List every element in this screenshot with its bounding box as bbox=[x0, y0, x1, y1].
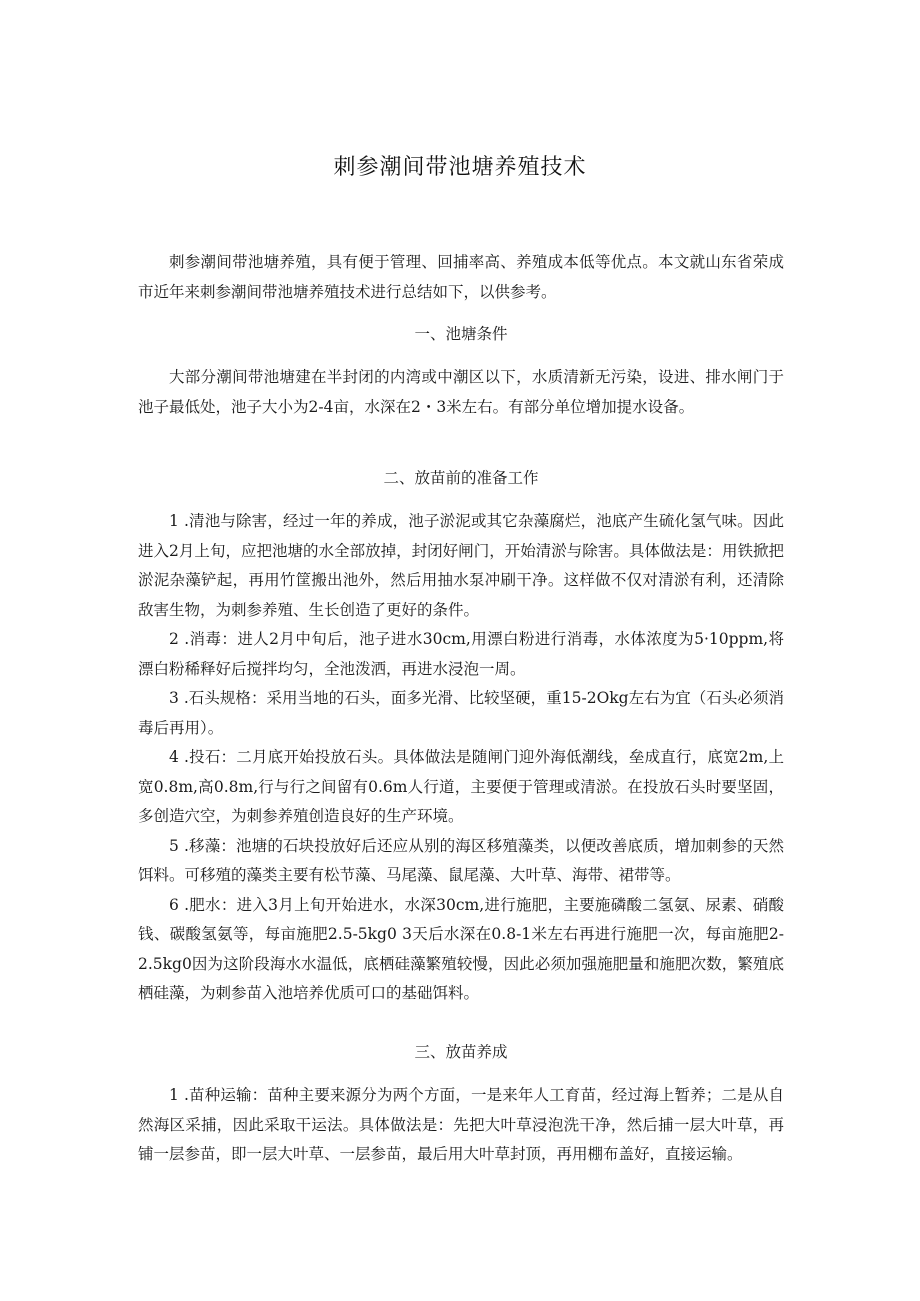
section2-item-2: 2 .消毒：进人2月中旬后，池子进水30cm,用漂白粉进行消毒，水体浓度为5·10ppm,将漂白粉稀释好后搅拌均匀，全池泼洒，再进水浸泡一周。 bbox=[138, 630, 784, 678]
section1-paragraph-1: 大部分潮间带池塘建在半封闭的内湾或中潮区以下，水质清新无污染，设进、排水闸门于池子最低处，池子大小为2-4亩，水深在2・3米左右。有部分单位增加提水设备。 bbox=[138, 368, 784, 416]
section-heading-3: 三、放苗养成 bbox=[414, 1043, 508, 1061]
section2-heading-block bbox=[138, 464, 784, 494]
document-title: 刺参潮间带池塘养殖技术 bbox=[333, 155, 587, 180]
section2-item-5: 5 .移藻：池塘的石块投放好后还应从别的海区移殖藻类，以便改善底质，增加刺参的天然饵料。可移殖的藻类主要有松节藻、马尾藻、鼠尾藻、大叶草、海带、裙带等。 bbox=[138, 836, 784, 884]
intro-paragraph: 刺参潮间带池塘养殖，具有便于管理、回捕率高、养殖成本低等优点。本文就山东省荣成市近年来刺参潮间带池塘养殖技术进行总结如下，以供参考。 bbox=[138, 253, 784, 301]
section3-item-1: 1 .苗种运输：苗种主要来源分为两个方面，一是来年人工育苗，经过海上暂养；二是从自然海区采捕，因此采取干运法。具体做法是：先把大叶草浸泡洗干净，然后捕一层大叶草，再铺一层参苗，即一层大叶草、一层参苗，最后用大叶草封顶，再用棚布盖好，直接运输。 bbox=[138, 1086, 784, 1163]
intro-block bbox=[138, 248, 784, 307]
section-heading-1: 一、池塘条件 bbox=[414, 325, 508, 343]
section1-heading-block bbox=[138, 320, 784, 350]
section2-item-6: 6 .肥水：进入3月上旬开始进水，水深30cm,进行施肥，主要施磷酸二氢氨、尿素、硝酸钱、碳酸氢氨等，每亩施肥2.5-5kg0 3天后水深在0.8-1米左右再进行施肥一次，每亩施肥2-2.5kg0因为这阶段海水水温低，底栖硅藻繁殖较慢，因此必须加强施肥量和施肥次数，繁殖底栖硅藻，为刺参苗入池培养优质可口的基础饵料。 bbox=[138, 895, 784, 1002]
section2-item-4: 4 .投石：二月底开始投放石头。具体做法是随闸门迎外海低潮线，垒成直行，底宽2m,上宽0.8m,高0.8m,行与行之间留有0.6m人行道，主要便于管理或清淤。在投放石头时要坚固，多创造穴空，为刺参养殖创造良好的生产环境。 bbox=[138, 748, 784, 825]
section3-body bbox=[138, 1081, 784, 1170]
section2-item-3: 3 .石头规格：采用当地的石头，面多光滑、比较坚硬，重15-2Okg左右为宜（石头必须消毒后再用）。 bbox=[138, 689, 784, 737]
section2-item-1: 1 .清池与除害，经过一年的养成，池子淤泥或其它杂藻腐烂，池底产生硫化氢气味。因此进入2月上旬，应把池塘的水全部放掉，封闭好闸门，开始清淤与除害。具体做法是：用铁掀把淤泥杂藻铲起，再用竹筐搬出池外，然后用抽水泵冲刷干净。这样做不仅对清淤有利，还清除敌害生物，为刺参养殖、生长创造了更好的条件。 bbox=[138, 512, 784, 619]
section1-body bbox=[138, 363, 784, 422]
section2-body bbox=[138, 507, 784, 1009]
section3-heading-block bbox=[138, 1038, 784, 1068]
section-heading-2: 二、放苗前的准备工作 bbox=[383, 469, 539, 487]
